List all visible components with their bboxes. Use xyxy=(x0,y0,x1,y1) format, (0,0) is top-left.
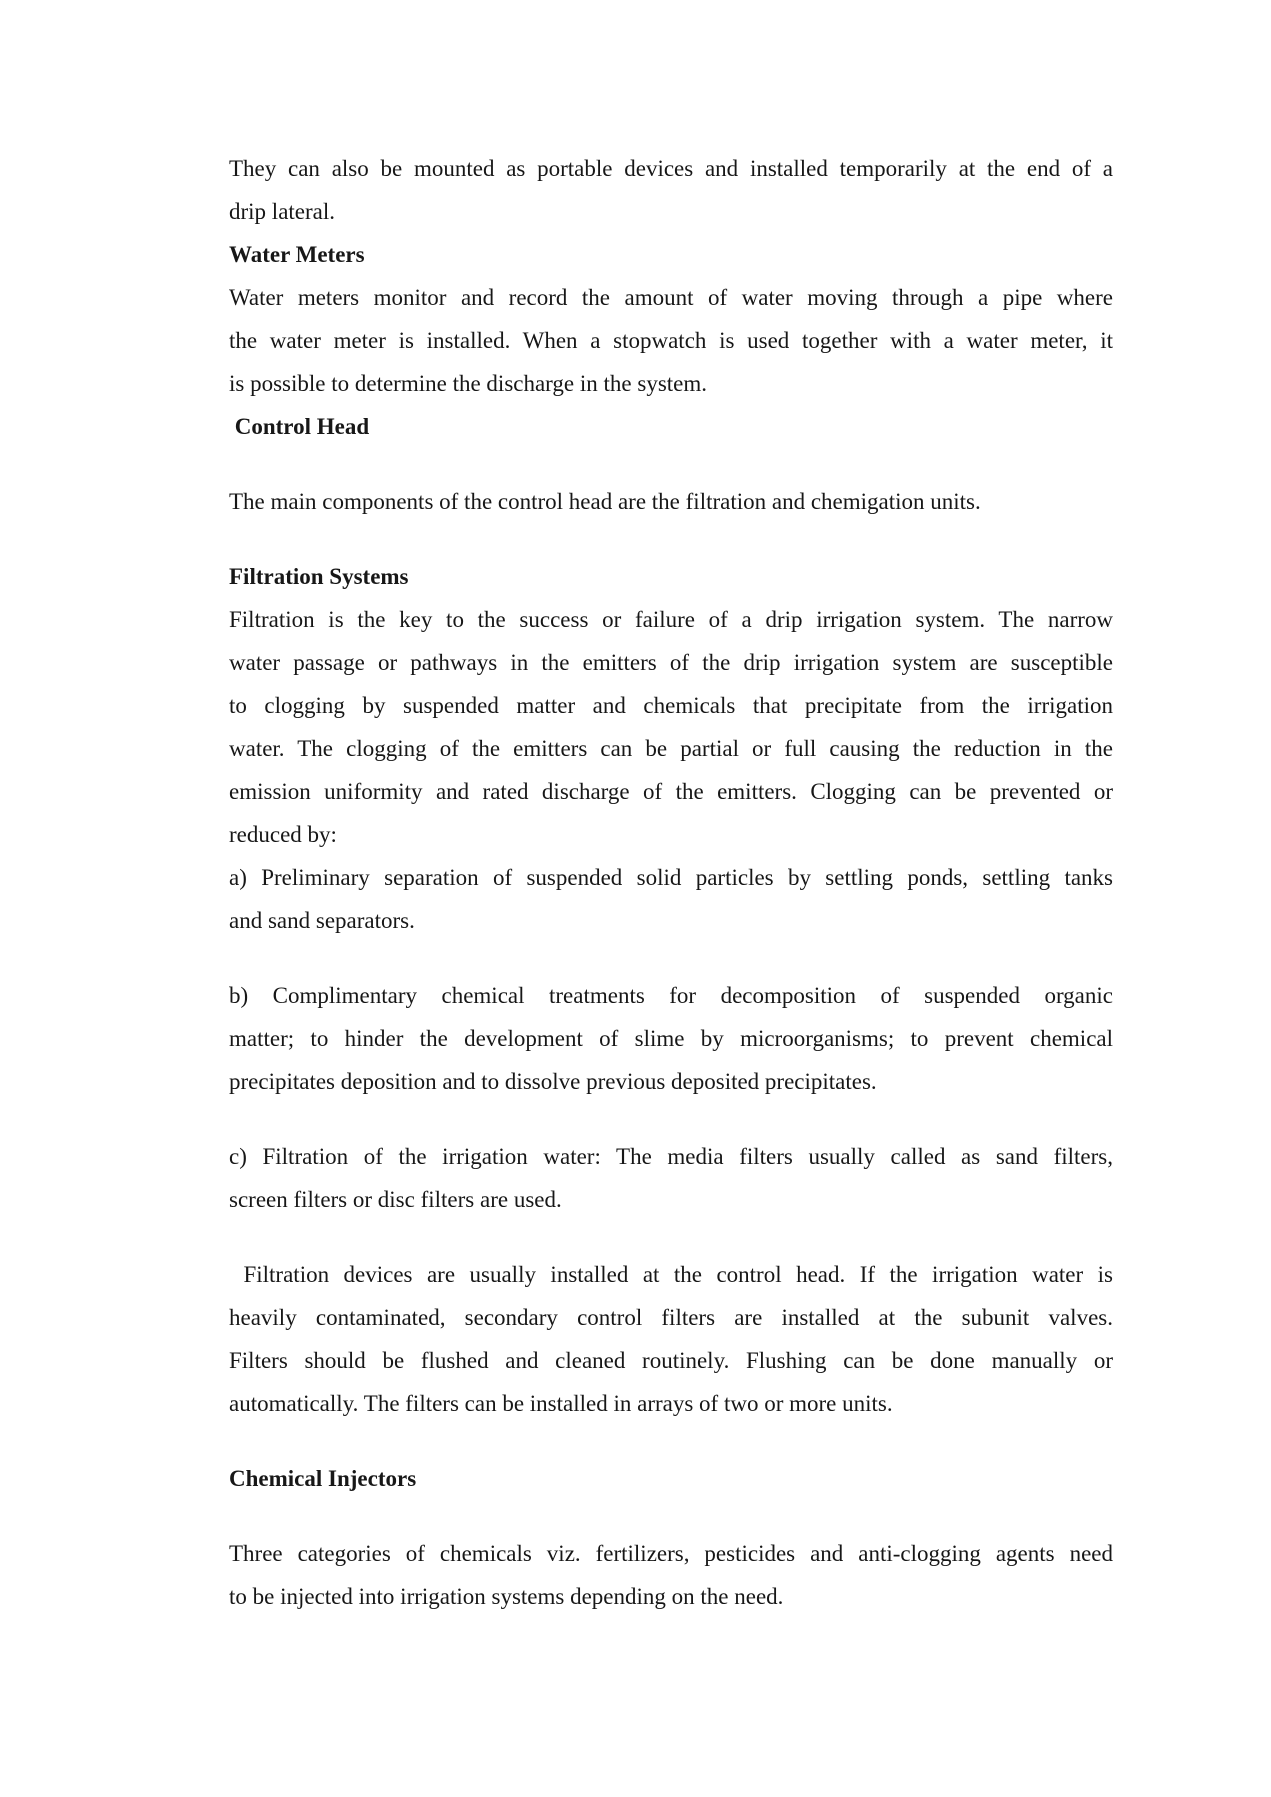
paragraph-line: c) Filtration of the irrigation water: The media filters usually called as sand filters, xyxy=(229,1144,1113,1169)
paragraph-line: a) Preliminary separation of suspended solid particles by settling ponds, settling tanks xyxy=(229,865,1113,890)
paragraph-line: and sand separators. xyxy=(229,908,415,933)
paragraph-line: reduced by: xyxy=(229,822,337,847)
body-paragraph xyxy=(229,147,1113,233)
paragraph-line: screen filters or disc filters are used. xyxy=(229,1187,562,1212)
paragraph-line: matter; to hinder the development of slime by microorganisms; to prevent chemical xyxy=(229,1026,1113,1051)
paragraph-line: Water meters monitor and record the amount of water moving through a pipe where xyxy=(229,285,1113,310)
paragraph-line: water passage or pathways in the emitters of the drip irrigation system are susceptible xyxy=(229,650,1113,675)
paragraph-line: Filtration devices are usually installed at the control head. If the irrigation water is xyxy=(229,1262,1113,1287)
paragraph-line: heavily contaminated, secondary control filters are installed at the subunit valves. xyxy=(229,1305,1113,1330)
body-paragraph xyxy=(229,1135,1113,1221)
body-paragraph xyxy=(229,1532,1113,1618)
section-heading: Chemical Injectors xyxy=(229,1466,417,1491)
paragraph-line: drip lateral. xyxy=(229,199,336,224)
paragraph-line: automatically. The filters can be installed in arrays of two or more units. xyxy=(229,1391,893,1416)
paragraph-line: Three categories of chemicals viz. fertilizers, pesticides and anti-clogging agents need xyxy=(229,1541,1113,1566)
body-paragraph xyxy=(229,598,1113,856)
body-paragraph xyxy=(229,974,1113,1103)
paragraph-line: They can also be mounted as portable devices and installed temporarily at the end of a xyxy=(229,156,1113,181)
paragraph-line: emission uniformity and rated discharge of the emitters. Clogging can be prevented or xyxy=(229,779,1113,804)
paragraph-line: the water meter is installed. When a stopwatch is used together with a water meter, it xyxy=(229,328,1113,353)
section-heading: Control Head xyxy=(229,414,370,439)
paragraph-line: Filters should be flushed and cleaned routinely. Flushing can be done manually or xyxy=(229,1348,1113,1373)
paragraph-line: Filtration is the key to the success or failure of a drip irrigation system. The narrow xyxy=(229,607,1113,632)
body-paragraph xyxy=(229,276,1113,405)
body-paragraph xyxy=(229,480,1113,523)
paragraph-line: to clogging by suspended matter and chemicals that precipitate from the irrigation xyxy=(229,693,1113,718)
paragraph-line: water. The clogging of the emitters can be partial or full causing the reduction in the xyxy=(229,736,1113,761)
paragraph-line: to be injected into irrigation systems depending on the need. xyxy=(229,1584,784,1609)
paragraph-line: b) Complimentary chemical treatments for decomposition of suspended organic xyxy=(229,983,1113,1008)
section-heading: Filtration Systems xyxy=(229,564,409,589)
paragraph-line: The main components of the control head are the filtration and chemigation units. xyxy=(229,489,981,514)
body-paragraph xyxy=(229,1253,1113,1425)
body-paragraph xyxy=(229,856,1113,942)
section-heading: Water Meters xyxy=(229,242,365,267)
paragraph-line: is possible to determine the discharge in the system. xyxy=(229,371,708,396)
paragraph-line: precipitates deposition and to dissolve previous deposited precipitates. xyxy=(229,1069,877,1094)
